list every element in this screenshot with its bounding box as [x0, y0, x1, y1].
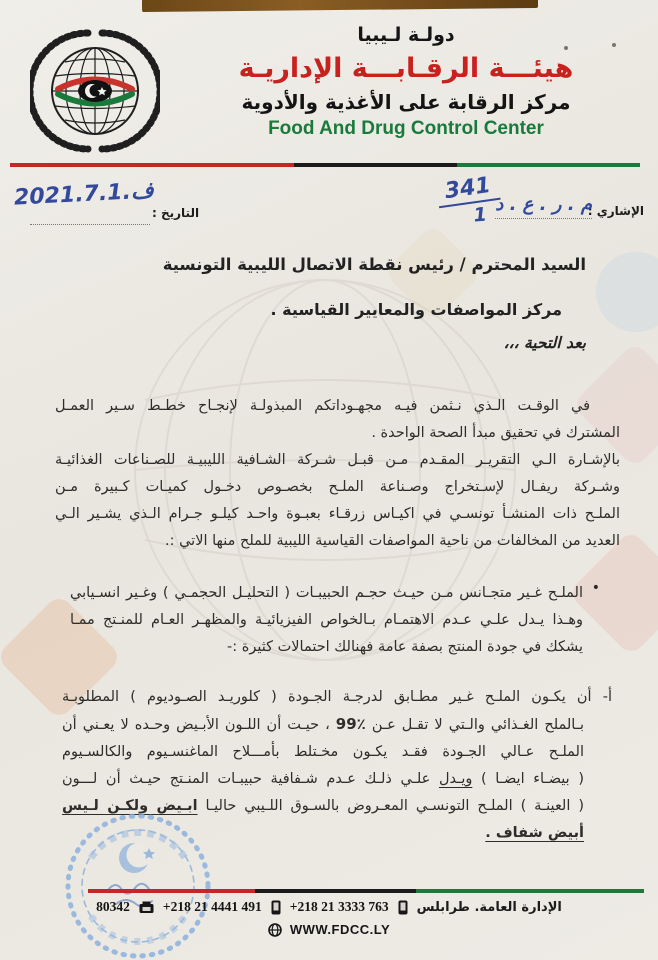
bullet-marker: •: [591, 580, 600, 596]
letterhead: [180, 24, 632, 140]
reference-code-handwritten: م . ر . ع . د: [495, 194, 592, 219]
reference-label: الإشاري :: [587, 204, 644, 218]
bullet-line: الملـح غـير متجـانس مـن حيـث حجـم الحبيبـات ( التحليـل الحجمـي ) وغـير انسـيابي: [70, 585, 583, 601]
salutation: بعد التحية ،،،: [503, 334, 586, 352]
watermark-shape: [596, 252, 658, 332]
body-line: وشـركة ريفـال لإسـتخراج وصـناعة الملـح بخصـوص دخـول كميـات كـبيرة مـن: [55, 479, 620, 495]
bullet-line: يشكك في جودة المنتج بصفة عامة فهنالك احتمالات كثيرة :-: [227, 639, 583, 655]
item-a-line: أ- أن يكـون الملـح غـير مطـابق لدرجـة الجـودة ( كلوريـد الصـوديوم ) المطلوبـة: [62, 689, 612, 705]
addressee-line1: السيد المحترم / رئيس نقطة الاتصال الليبية التونسية: [162, 255, 586, 274]
date-label: التاريخ :: [152, 206, 200, 220]
ink-speck: [612, 43, 616, 47]
underlined-text: ابـيض ولكـن لـيس: [62, 798, 198, 814]
authority-name: هيئـــة الرقـابـــة الإداريـة: [238, 52, 574, 84]
globe-web-icon: [268, 923, 282, 937]
date-handwritten: ف.2021.7.1: [13, 178, 155, 211]
state-name: دولـة لـيبيا: [357, 24, 455, 46]
footer-phone-1: +218 21 3333 763: [289, 899, 389, 914]
addressee-block: [163, 255, 586, 319]
body-line: في الوقـت الـذي نـثمن فيـه مجهـوداتكم المبذولـة لإنجـاح خطـط سـير العمـل: [55, 398, 590, 414]
body-line: العديد من المخالفات من ناحية المواصفات القياسية الليبية للملح منها الاتي :.: [164, 533, 620, 549]
fdcc-logo-globe-eye: [30, 26, 160, 156]
tricolor-divider-bottom: [88, 889, 644, 893]
phone-icon: [398, 900, 408, 915]
item-a-line: ( العينـة ) الملـح التونسـي المعـروض بالسـوق اللـيبي حاليـا ابـيض ولكـن لـيس: [62, 798, 584, 814]
underlined-text: ويـدل: [438, 771, 473, 787]
item-a-line: الملـح عـالي الجـودة فقـد يكـون مخـتلط بأمـــلاح الماغنسـيوم والكالسـيوم: [62, 744, 584, 760]
footer-fax: 80342: [96, 899, 130, 914]
center-name-english: Food And Drug Control Center: [268, 117, 544, 139]
footer-contacts: [0, 899, 658, 915]
ink-speck: [564, 46, 568, 50]
footer-website-row: [0, 922, 658, 937]
date-dotted-line: [30, 224, 150, 225]
tricolor-divider-top: [10, 163, 640, 167]
reference-number-handwritten: [436, 173, 502, 229]
center-name-arabic: مركز الرقابة على الأغذية والأدوية: [241, 89, 571, 114]
body-line: بالإشـارة الـي التقريـر المقـدم مـن قبـل شـركة الشـافية الليبيـة للصـناعات الغذائيـة: [55, 452, 620, 468]
percent-value: 99٪: [335, 715, 366, 733]
fax-icon: [139, 901, 154, 914]
item-a-line: بـالملح الغـذائي والـتي لا تقـل عـن 99٪ ، حيـت أن اللـون الأبـيض وحـده لا يعـني أن: [62, 715, 584, 733]
phone-icon: [271, 900, 281, 915]
desk-background-strip: [142, 0, 538, 12]
addressee-line2: مركز المواصفات والمعايير القياسية .: [270, 300, 562, 319]
reference-denominator: 1: [472, 203, 488, 227]
footer-department: الإدارة العامة. طرابلس: [416, 899, 562, 915]
underlined-text: أبيض شفاف .: [485, 825, 584, 841]
reference-numerator: 341: [435, 172, 500, 208]
body-paragraphs: [55, 393, 620, 555]
body-line: المشترك في تحقيق مبدأ الصحة الواحدة .: [371, 425, 620, 441]
body-line: الملـح ذات المنشـأ تونسـي في اكيـاس زرقـاء بعبـوة واحـد كيلـو جـرام الـذي يشـير الـي: [55, 506, 620, 522]
bullet-item: [70, 580, 600, 661]
item-a-line: ( بيضـاء ايضـا ) ويـدل علـي ذلـك عـدم شـفافية حبيبـات المنـتج حيـث أن لـــون: [62, 771, 584, 787]
footer-phone-2: +218 21 4441 491: [162, 899, 262, 914]
footer-website: WWW.FDCC.LY: [289, 922, 391, 937]
bullet-line: وهـذا يـدل علـي عـدم الاهتمـام بـالخواص الفيزيائيـة والمظهـر العـام للمنـتج ممـا: [70, 612, 583, 628]
